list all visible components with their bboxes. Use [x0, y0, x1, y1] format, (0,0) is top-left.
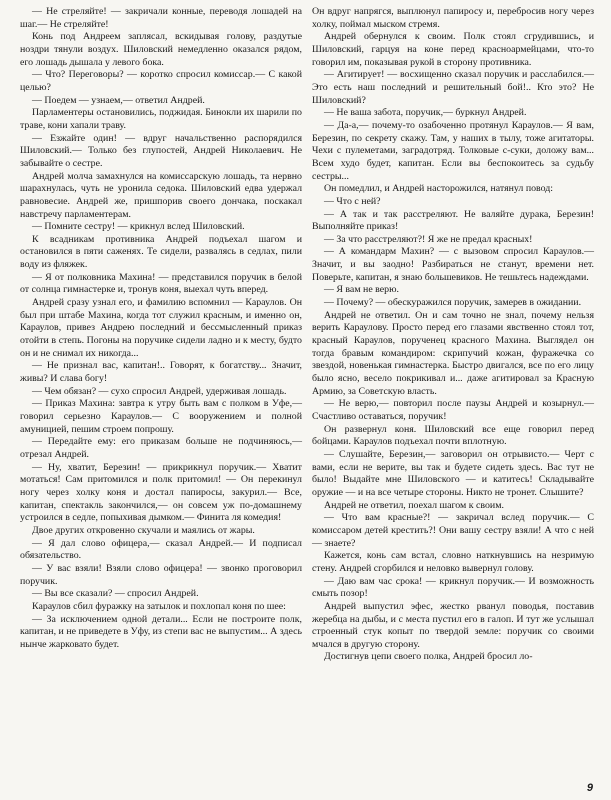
paragraph: Кажется, конь сам встал, словно наткнувшись на незримую стену. Андрей сгорбился и неловко вывернул голову. — [312, 550, 594, 574]
paragraph: — Я вам не верю. — [324, 284, 399, 296]
paragraph: Парламентеры остановились, поджидая. Бинокли их шарили по траве, кони хапали траву. — [20, 107, 302, 131]
right-column — [312, 6, 594, 664]
paragraph: Он помедлил, и Андрей насторожился, натянул повод: — [324, 183, 554, 195]
paragraph: — Помните сестру! — крикнул вслед Шиловский. — [32, 221, 245, 233]
paragraph: Он развернул коня. Шиловский все еще говорил перед бойцами. Караулов подъехал почти вплотную. — [312, 423, 594, 448]
paragraph: — Чем обязан? — сухо спросил Андрей, удерживая лошадь. — [32, 385, 287, 397]
paragraph: — Я от полковника Махина! — представился поручик в белой от солнца гимнастерке и, тронув коня, выехал чуть вперед. — [20, 271, 302, 296]
paragraph: Андрей обернулся к своим. Полк стоял сгрудившись, и Шиловский, гарцуя на коне перед красноармейцами, что-то говорил им, показывая рукой в сторону противника. — [312, 31, 594, 68]
paragraph: — За исключением одной детали... Если не построите полк, капитан, и не приведете в Уфу, из степи вас не выпустим... А здесь нынче жарковато будет. — [20, 613, 302, 650]
paragraph: — А командарм Махин? — с вызовом спросил Караулов.— Значит, и вы заодно! Разбираться не станут, времени нет. Поверьте, капитан, я знаю большевиков. Не тешьтесь надеждами. — [312, 246, 594, 283]
paragraph: — Что вам красные?! — закричал вслед поручик.— С комиссаром детей крестить?! Они вашу сестру взяли! А что с ней — знаете? — [312, 512, 594, 549]
paragraph: — Поедем — узнаем,— ответил Андрей. — [32, 94, 205, 106]
paragraph: — Агитирует! — восхищенно сказал поручик и расслабился.— Это есть наш последний и решительный бой!.. Кто это? Не Шиловский? — [312, 69, 594, 106]
paragraph: — Что? Переговоры? — коротко спросил комиссар.— С какой целью? — [20, 69, 302, 93]
paragraph: Двое других откровенно скучали и маялись от жары. — [32, 524, 255, 536]
paragraph: — У вас взяли! Взяли слово офицера! — звонко проговорил поручик. — [20, 562, 302, 587]
paragraph: Он вдруг напрягся, выплюнул папиросу и, перебросив ногу через холку, поймал мыском стремя. — [312, 6, 594, 30]
paragraph: Андрей выпустил эфес, жестко рванул поводья, поставив жеребца на дыбы, и с места пустил его в галоп. И тут же услышал строенный стук копыт по твердой земле: поручик со своими мчался в другую сторону. — [312, 600, 594, 650]
paragraph: — Ну, хватит, Березин! — прикрикнул поручик.— Хватит мотаться! Сам притомился и полк притомил! — Он перекинул ногу через холку коня и достал папиросы, закурил.— Все, капитан, спектакль закончился,— он совсем уж по-домашнему устроился в седле, попыхивая дымком.— Финита ля комедия! — [20, 461, 302, 524]
paragraph: — Приказ Махина: завтра к утру быть вам с полком в Уфе,— говорил серьезно Караулов.— С вооружением и полной амуницией, пешим строем попрошу. — [20, 398, 302, 435]
paragraph: — Я дал слово офицера,— сказал Андрей.— И подписал обязательство. — [20, 537, 302, 562]
paragraph: Андрей не ответил. Он и сам точно не знал, почему нельзя верить Караулову. Просто перед его глазами явственно стоял тот, красный Караулов, порученец красного Махина. Выглядел он тогда бравым командиром: скрипучий кожан, фуражечка со звездой, новенькая гимнастерка. Быстро двигался, все по его лицу было ясно, весело покрикивал и... даже агитировал за Красную Армию, за Советскую власть. — [312, 309, 594, 397]
paragraph: — Почему? — обескуражился поручик, замерев в ожидании. — [324, 297, 582, 309]
paragraph: — Не стреляйте! — закричали конные, переводя лошадей на шаг.— Не стреляйте! — [20, 6, 302, 30]
paragraph: — Даю вам час срока! — крикнул поручик.— И возможность смыть позор! — [312, 575, 594, 600]
paragraph: — Вы все сказали? — спросил Андрей. — [32, 588, 199, 600]
paragraph: — Не признал вас, капитан!.. Говорят, к богатству... Значит, живы? И слава богу! — [20, 360, 302, 385]
paragraph: К всадникам противника Андрей подъехал шагом и остановился в пяти саженях. Те сидели, развалясь в седлах, пили воду из фляжек. — [20, 233, 302, 271]
paragraph: — А так и так расстреляют. Не валяйте дурака, Березин! Выполняйте приказ! — [312, 208, 594, 233]
paragraph: Караулов сбил фуражку на затылок и похлопал коня по шее: — [32, 600, 286, 612]
paragraph: Достигнув цепи своего полка, Андрей бросил ло- — [324, 651, 533, 663]
paragraph: Андрей не ответил, поехал шагом к своим. — [324, 499, 504, 511]
left-column — [20, 6, 302, 651]
paragraph: — Что с ней? — [324, 195, 381, 207]
paragraph: — Не ваша забота, поручик,— буркнул Андрей. — [324, 107, 527, 119]
paragraph: Андрей молча замахнулся на комиссарскую лошадь, та нервно шарахнулась, чуть не уронила седока. Шиловский едва удержал равновесие. Андрей же, пришпорив своего дончака, поскакал навстречу парламентерам. — [20, 170, 302, 220]
page-number: 9 — [586, 782, 593, 794]
paragraph: — Не верю,— повторил после паузы Андрей и козырнул.— Счастливо оставаться, поручик! — [312, 398, 594, 422]
paragraph: — Езжайте один! — вдруг начальственно распорядился Шиловский.— Только без глупостей, Андрей Николаевич. Не забывайте о сестре. — [20, 132, 302, 169]
paragraph: Андрей сразу узнал его, и фамилию вспомнил — Караулов. Он был при штабе Махина, когда тот служил красным, и именно он, Караулов, привез Андрею последний и бессмысленный приказ отойти в степь. Погоны на поручике сидели ладно и к месту, будто он и не снимал их никогда... — [20, 297, 302, 359]
paragraph: — За что расстреляют?! Я же не предал красных! — [324, 233, 533, 245]
paragraph: — Да-а,— почему-то озабоченно протянул Караулов.— Я вам, Березин, по секрету скажу. Там, у наших в тылу, тоже агитаторы. Чехи с пулеметами, заградотряд. Толковые с-суки, доложу вам... Всем худо будет, капитан. Если вы беспокоитесь за судьбу сестры... — [312, 119, 594, 182]
paragraph: Конь под Андреем заплясал, вскидывая голову, раздутые ноздри тянули воздух. Шиловский немедленно оказался рядом, его лошадь дышала у левого бока. — [20, 31, 302, 68]
paragraph: — Передайте ему: его приказам больше не подчиняюсь,— отрезал Андрей. — [20, 436, 302, 460]
paragraph: — Слушайте, Березин,— заговорил он отрывисто.— Черт с вами, если не верите, вы так и будете сидеть здесь. Вас тут не было! Выдайте мне Шиловского — и катитесь! Складывайте оружие — и на все четыре стороны. Никто не тронет. Слышите? — [312, 448, 594, 498]
